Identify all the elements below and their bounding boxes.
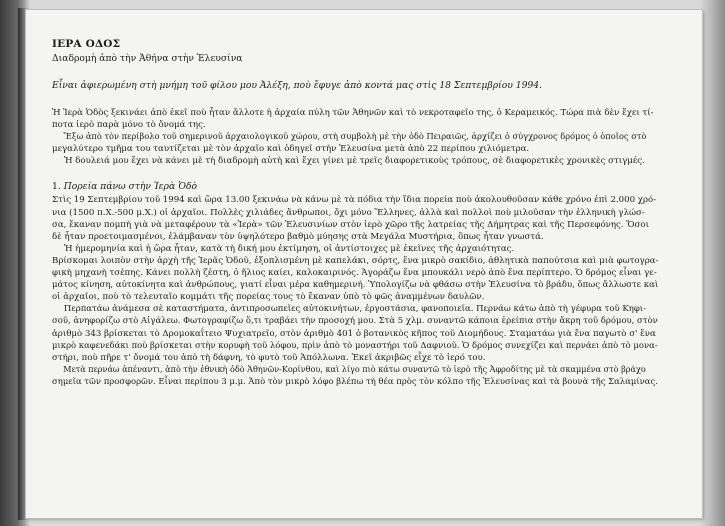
- section-paragraph-5: [52, 364, 658, 388]
- text-line: σημεῖα τῶν προσφορῶν. Εἶναι περίπου 3 μ.μ. Ἀπὸ τὸν μικρὸ λόφο βλέπω τὴ θέα πρὸς τὸν κόλπο τῆς Ἐλευσίνας καὶ τὰ βουνὰ τῆς Σαλαμίνας.: [52, 376, 658, 387]
- text-line: ἀριθμὸ 343 βρίσκεται τὸ Δρομοκαΐτειο Ψυχιατρεῖο, στὸν ἀριθμὸ 401 ὁ βοτανικὸς κῆπος τοῦ Διομήδους. Σταματάω γιὰ ἕνα παγωτὸ σ' ἕνα: [52, 328, 656, 339]
- text-line: Στὶς 19 Σεπτεμβρίου τοῦ 1994 καὶ ὥρα 13.00 ξεκινάω νὰ κάνω μὲ τὰ πόδια τὴν ἴδια πορεία ποὺ ἀκολουθοῦσαν κάθε χρόνο ἐπὶ 2.000 χρό-: [52, 195, 657, 206]
- page-content: [52, 38, 658, 388]
- text-line: ποτα ἱερὸ παρὰ μόνο τὸ ὄνομά της.: [52, 120, 206, 131]
- dedication-text: Εἶναι ἀφιερωμένη στὴ μνήμη τοῦ φίλου μου Ἀλέξη, ποὺ ἔφυγε ἀπὸ κοντά μας στὶς 18 Σεπτεμβρίου 1994.: [52, 80, 543, 91]
- document-subtitle: Διαδρομὴ ἀπὸ τὴν Ἀθήνα στὴν Ἐλευσίνα: [52, 53, 243, 64]
- text-line: οἱ ἀρχαῖοι, ποὺ τὸ τελευταῖο κομμάτι τῆς πορείας τους τὸ ἔκαναν ὑπὸ τὸ φῶς ἀναμμένων δαυλῶν.: [52, 292, 485, 303]
- text-line: Μετὰ περνάω ἀπέναντι, ἀπὸ τὴν ἐθνικὴ ὁδὸ Ἀθηνῶν-Κορίνθου, καὶ λίγο πιὸ κάτω συναντῶ τὸ ἱερὸ τῆς Ἀφροδίτης μὲ τὰ σκαμμένα στὸ βράχο: [63, 364, 646, 375]
- section-body: [52, 194, 658, 388]
- text-line: νια (1500 π.Χ.-500 μ.Χ.) οἱ ἀρχαῖοι. Πολλὲς χιλιάδες ἄνθρωποι, ὄχι μόνο Ἕλληνες, ἀλλὰ καὶ πολλοὶ ποὺ μιλοῦσαν τὴν ἑλληνικὴ γλώσ-: [52, 207, 645, 218]
- intro-paragraph-3: [52, 155, 658, 167]
- text-line: Ἡ ἡμερομηνία καὶ ἡ ὥρα ἦταν, κατὰ τὴ δική μου ἐκτίμηση, οἱ ἀντίστοιχες μὲ ἐκεῖνες τῆς ἀρχαιότητας.: [64, 243, 515, 254]
- text-line: στήρι, ποὺ πῆρε τ' ὄνομά του ἀπὸ τὴ δάφνη, τὸ φυτὸ τοῦ Ἀπόλλωνα. Ἐκεῖ ἀκριβῶς εἶχε τὸ ἱερό του.: [52, 352, 486, 363]
- section-paragraph-1: [52, 194, 658, 242]
- intro-paragraph-1: [52, 107, 658, 131]
- text-line: μάτος κίνηση, αὐτοκίνητα καὶ ἀνθρώπους, γιατί εἶναι μέρα καθημερινή. Ὑπολογίζω νὰ φθάσω στὴν Ἐλευσίνα τὸ βράδυ, ὅπως ἄλλωστε καὶ: [52, 280, 659, 291]
- text-line: Ἡ δουλειά μου ἔχει νὰ κάνει μὲ τὴ διαδρομὴ αὐτὴ καὶ ἔχει γίνει μὲ τρεῖς διαφορετικοὺς τρόπους, σὲ διαφορετικὲς χρονικὲς στιγμές.: [64, 156, 645, 167]
- section-heading: [52, 181, 658, 193]
- text-line: σοῦ, ἀνηφορίζω στὸ Αἰγάλεω. Φωτογραφίζω ὅ,τι τραβάει τὴν προσοχή μου. Στὰ 5 χλμ. συναντῶ κάποια ἐρείπια στὴν ἄκρη τοῦ δρόμου, στὸν: [52, 316, 658, 327]
- text-line: μεγαλύτερο τμῆμα του ταυτίζεται μὲ τὸν ἀρχαῖο καὶ ὁδηγεῖ στὴν Ἐλευσίνα μετὰ ἀπὸ 22 περίπου χιλιόμετρα.: [52, 144, 530, 155]
- text-line: Περπατάω ἀνάμεσα σὲ καταστήματα, ἀντιπροσωπεῖες αὐτοκινήτων, ἐργοστάσια, φανοποιεῖα. Περνάω κάτω ἀπὸ τὴ γέφυρα τοῦ Κηφι-: [63, 304, 647, 315]
- text-line: δὲ ἦταν προετοιμασμένοι, ἐλάμβαναν τὸν ὑψηλότερο βαθμὸ μύησης στὰ Μεγάλα Μυστήρια, ὅπως ἦταν γνωστά.: [52, 231, 544, 242]
- text-line: μικρὸ καφενεδάκι ποὺ βρίσκεται στὴν κορυφὴ τοῦ λόφου, πρὶν ἀπὸ τὸ μοναστήρι τοῦ Δαφνιοῦ. Ὁ δρόμος συνεχίζει καὶ περνάει ἀπὸ τὸ μονα-: [52, 340, 658, 351]
- section-number: 1.: [52, 181, 61, 193]
- intro-paragraph-2: [52, 131, 658, 155]
- text-line: Ἔξω ἀπὸ τὸν περίβολο τοῦ σημερινοῦ ἀρχαιολογικοῦ χώρου, στὴ συμβολὴ μὲ τὴν ὁδὸ Πειραιῶς, ἀρχίζει ὁ σύγχρονος δρόμος ὁ ὁποῖος στὸ: [63, 132, 647, 143]
- intro-section: [52, 107, 658, 167]
- text-line: σα, ἔκαναν πομπὴ γιὰ νὰ μεταφέρουν τὰ «Ἱερὰ» τῶν Ἐλευσινίων στὸν ἱερὸ χῶρο τῆς λατρείας τῆς Δήμητρας καὶ τῆς Περσεφόνης. Ὅσοι: [52, 219, 649, 230]
- section-paragraph-2: [52, 243, 658, 255]
- section-paragraph-4: [52, 303, 658, 363]
- text-line: φικὴ μηχανὴ τσέπης. Κάνει πολλὴ ζέστη, ὁ ἥλιος καίει, καλοκαιρινός. Ἀγοράζω ἕνα μπουκάλι νερὸ ἀπὸ ἕνα περίπτερο. Ὁ δρόμος εἶναι γε-: [52, 268, 657, 279]
- text-line: Ἡ Ἱερὰ Ὁδὸς ξεκινάει ἀπὸ ἐκεῖ ποὺ ἦταν ἄλλοτε ἡ ἀρχαία πύλη τῶν Ἀθηνῶν καὶ τὸ νεκροταφεῖο της, ὁ Κεραμεικός. Τώρα πιὰ δὲν ἔχει τί-: [52, 108, 654, 118]
- document-title: ΙΕΡΑ ΟΔΟΣ: [52, 38, 121, 50]
- text-line: Βρίσκομαι λοιπὸν στὴν ἀρχὴ τῆς Ἱερᾶς Ὁδοῦ, ἐξοπλισμένη μὲ καπελάκι, σόρτς, ἕνα μικρὸ σακίδιο, ἀθλητικὰ παπούτσια καὶ μιὰ φωτογρα-: [52, 255, 659, 266]
- section-paragraph-3: [52, 255, 658, 303]
- section-title: Πορεία πάνω στὴν Ἱερὰ Ὁδὸ: [63, 181, 198, 193]
